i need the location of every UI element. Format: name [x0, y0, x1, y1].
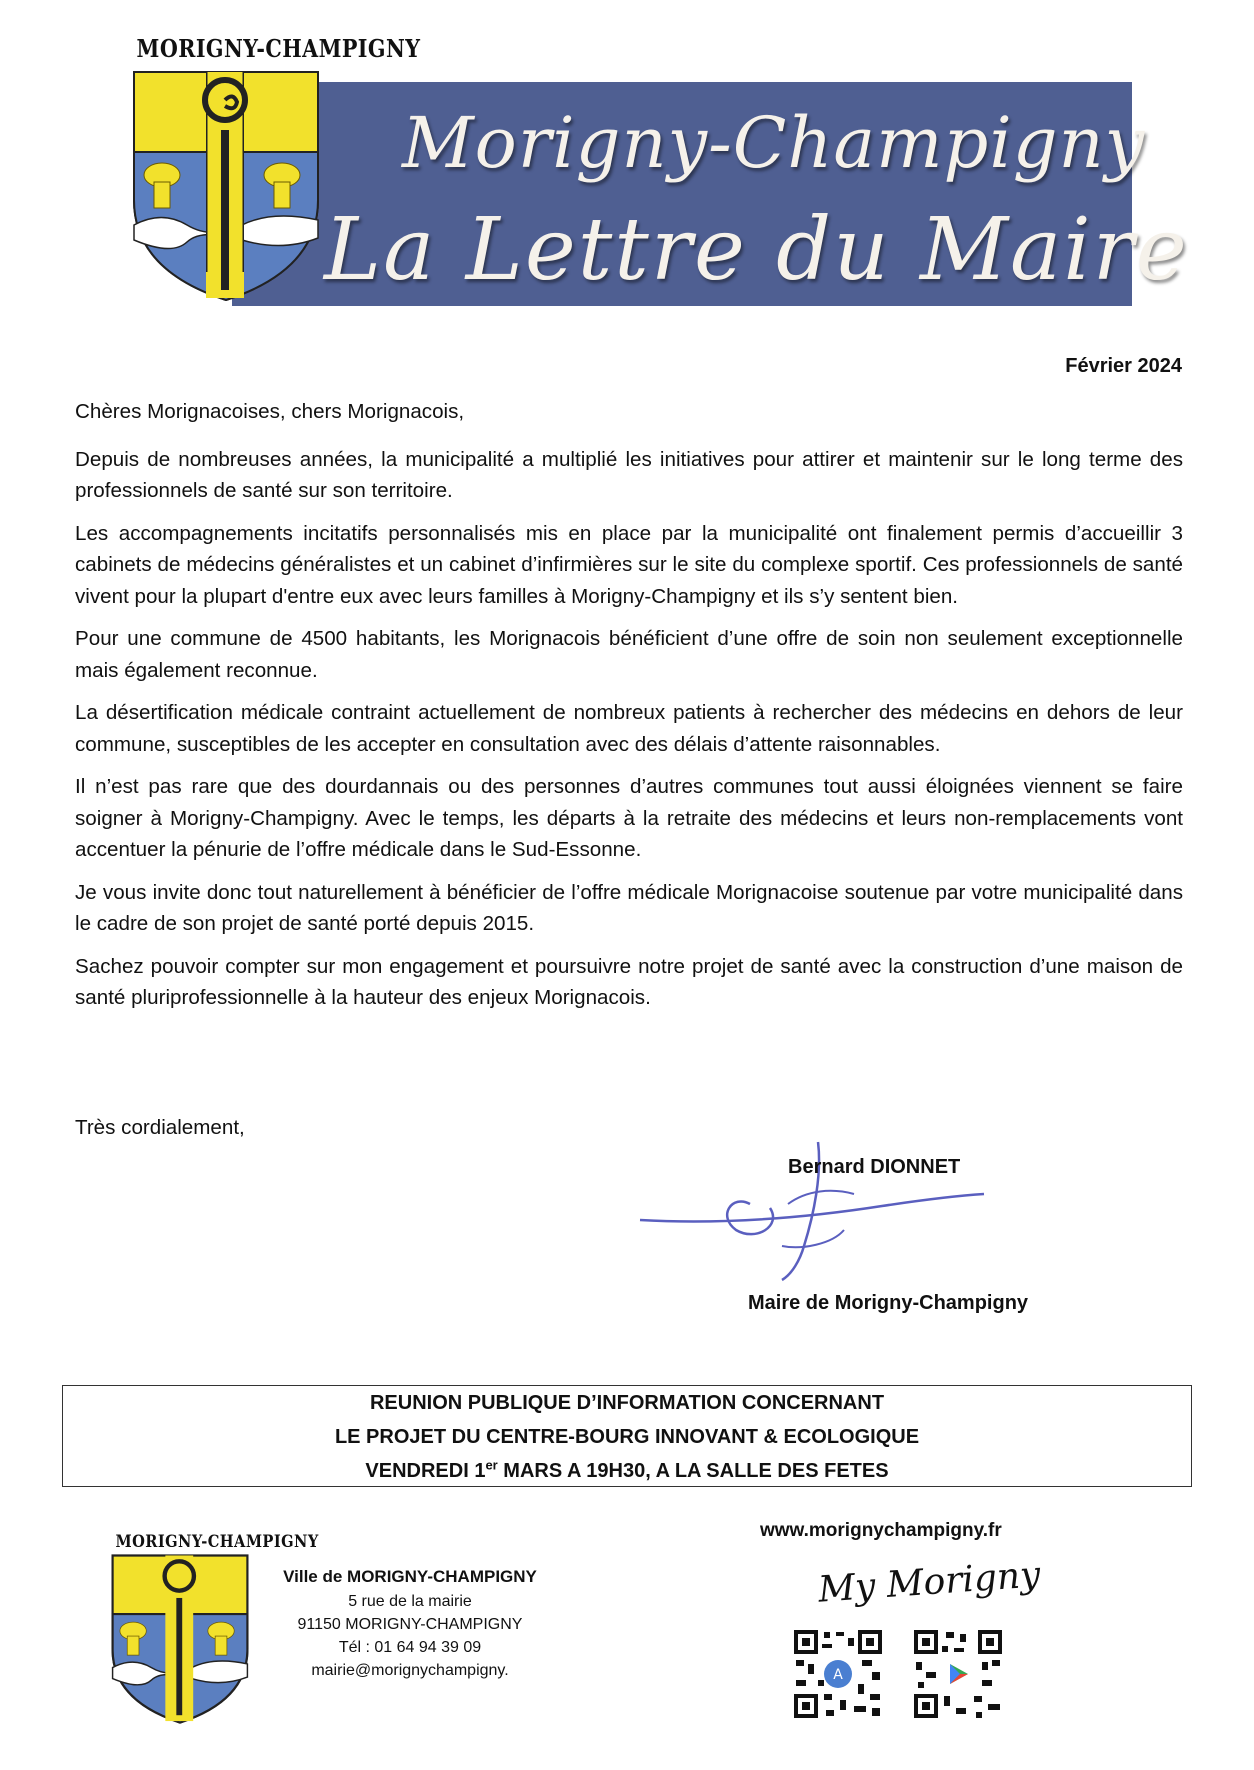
coat-of-arms-icon: [132, 70, 320, 302]
letter-closing: Très cordialement,: [75, 1116, 245, 1139]
letter-paragraph: Depuis de nombreuses années, la municipalité a multiplié les initiatives pour attirer et maintenir sur le long terme des professionnels de santé sur son territoire.: [75, 447, 1183, 502]
announcement-line: REUNION PUBLIQUE D’INFORMATION CONCERNANT: [369, 1392, 885, 1414]
announcement-date-suffix: MARS A 19H30, A LA SALLE DES FETES: [497, 1460, 889, 1482]
website-link[interactable]: www.morignychampigny.fr: [760, 1520, 1002, 1541]
banner-title-newsletter: La Lettre du Maire: [324, 200, 1189, 300]
header-crest-caption: MORIGNY-CHAMPIGNY: [136, 34, 421, 63]
signer-name: Bernard DIONNET: [788, 1156, 961, 1178]
banner-title-town: Morigny-Champigny: [402, 102, 1146, 184]
address-block: [250, 1564, 570, 1682]
letter-paragraph: La désertification médicale contraint actuellement de nombreux patients à rechercher des médecins en dehors de leur commune, susceptibles de les accepter en consultation avec des délais d’attente raisonnables.: [75, 701, 1183, 756]
app-store-qr-icon[interactable]: [792, 1628, 884, 1720]
letter-paragraph: Sachez pouvoir compter sur mon engagement et poursuivre notre projet de santé avec la construction d’une maison de santé pluriprofessionnelle à la hauteur des enjeux Morignacois.: [75, 954, 1183, 1009]
letter-paragraph: Je vous invite donc tout naturellement à bénéficier de l’offre médicale Morignacoise soutenue par votre municipalité dans le cadre de son projet de santé porté depuis 2015.: [75, 880, 1183, 935]
svg-text:A: A: [833, 1667, 843, 1683]
letter-paragraph: Les accompagnements incitatifs personnalisés mis en place par la municipalité ont finalement permis d’accueillir 3 cabinets de médecins généralistes et un cabinet d’infirmières sur le site du complexe sportif. Ces professionnels de santé vivent pour la plupart d'entre eux avec leurs familles à Morigny-Champigny et ils s’y sentent bien.: [75, 521, 1183, 608]
letter-body: [75, 396, 1183, 1025]
announcement-line: LE PROJET DU CENTRE-BOURG INNOVANT & ECOLOGIQUE: [334, 1426, 920, 1448]
signer-title: Maire de Morigny-Champigny: [748, 1292, 1029, 1314]
letter-date: Février 2024: [1065, 355, 1182, 377]
address-email[interactable]: mairie@morignychampigny.: [311, 1662, 509, 1679]
letter-salutation: Chères Morignacoises, chers Morignacois,: [75, 400, 465, 423]
header-coat-of-arms: [122, 34, 421, 306]
letter-paragraph: Pour une commune de 4500 habitants, les Morignacois bénéficient d’une offre de soin non seulement exceptionnelle mais également reconnue.: [75, 627, 1183, 682]
address-street: 5 rue de la mairie: [348, 1593, 472, 1610]
announcement-date-line: [63, 1454, 1191, 1488]
announcement-box: [62, 1385, 1192, 1487]
announcement-date-superscript: er: [485, 1457, 498, 1473]
header-banner: [232, 82, 1189, 306]
letter-paragraph: Il n’est pas rare que des dourdannais ou des personnes d’autres communes tout aussi éloignées viennent se faire soigner à Morigny-Champigny. Avec le temps, les départs à la retraite des médecins et leurs non-remplacements vont accentuer la pénurie de l’offre médicale dans le Sud-Essonne.: [75, 775, 1183, 861]
app-name-logo: My Morigny: [816, 1554, 1042, 1611]
address-phone: Tél : 01 64 94 39 09: [338, 1639, 482, 1656]
address-title: Ville de MORIGNY-CHAMPIGNY: [283, 1567, 537, 1586]
footer-crest-caption: MORIGNY-CHAMPIGNY: [115, 1532, 319, 1552]
play-store-qr-icon[interactable]: [912, 1628, 1004, 1720]
address-city: 91150 MORIGNY-CHAMPIGNY: [297, 1616, 523, 1633]
announcement-date-prefix: VENDREDI 1: [365, 1460, 486, 1482]
footer-coat-of-arms: [110, 1532, 319, 1722]
coat-of-arms-icon: [110, 1554, 250, 1724]
